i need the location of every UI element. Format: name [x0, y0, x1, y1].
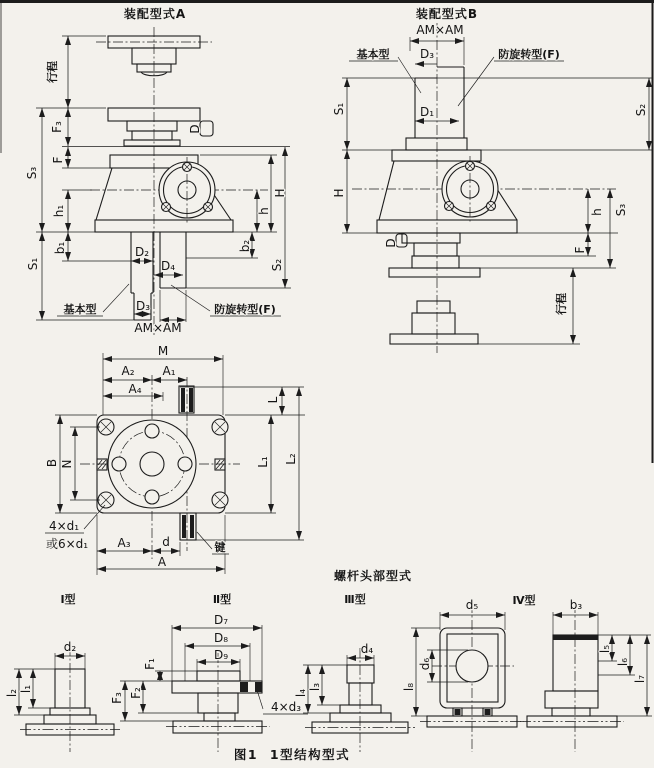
- dim-am-a: AM×AM: [134, 321, 182, 335]
- view-b: [332, 6, 652, 353]
- wheel-flange: [108, 420, 196, 508]
- note-basic-a: 基本型: [63, 303, 97, 316]
- dim-s3-b: S₃: [614, 203, 628, 217]
- type-ii-name: Ⅱ型: [212, 593, 232, 606]
- dim-s1-b: S₁: [332, 102, 346, 116]
- type-i-name: Ⅰ型: [60, 593, 76, 606]
- top-view: [45, 344, 305, 575]
- dim-a4: A₄: [128, 382, 142, 396]
- dim-holes4: 4×d₁: [48, 519, 80, 533]
- dim-l2-i: l₂: [5, 688, 19, 698]
- dim-d1-b: D₁: [419, 105, 435, 119]
- dim-d2-i: d₂: [63, 640, 77, 654]
- figure-caption: [234, 747, 350, 762]
- dim-a: A: [157, 555, 167, 569]
- dim-d8-ii: D₈: [213, 631, 229, 645]
- dim-s3-a: S₃: [25, 166, 39, 180]
- dim-a3: A₃: [117, 536, 131, 550]
- dim-f-b: F: [573, 246, 587, 254]
- head-types-title: 螺杆头部型式: [333, 569, 413, 583]
- dim-d4-a: D₄: [160, 259, 176, 273]
- dim-b2-a: b₂: [238, 239, 252, 253]
- dim-s1-a: S₁: [26, 257, 40, 271]
- dim-b1-a: b₁: [53, 241, 67, 255]
- dim-n: N: [60, 459, 74, 469]
- dim-f3-a: F₃: [50, 121, 64, 133]
- dim-l2: L₂: [284, 453, 298, 465]
- note-basic-b: 基本型: [356, 48, 390, 61]
- head-type-iv-front: [402, 598, 524, 752]
- note-anti-b: 防旋转型(F): [498, 48, 560, 61]
- dim-l4-iii: l₄: [294, 688, 308, 698]
- head-type-ii: [110, 592, 308, 752]
- worm-shaft-key-top: [179, 386, 194, 413]
- dim-l3-iii: l₃: [308, 682, 322, 692]
- head-type-iv-side: [512, 593, 652, 752]
- dim-d-a: D: [188, 124, 202, 134]
- type-iii-name: Ⅲ型: [344, 593, 366, 606]
- dim-l6-iv: l₆: [616, 657, 630, 667]
- dim-d-b: D: [384, 238, 398, 248]
- dim-h-b: h: [590, 208, 604, 216]
- dim-stroke-a: 行程: [46, 61, 59, 83]
- dim-d4-iii: d₄: [360, 642, 374, 656]
- dim-d-small: d: [162, 535, 170, 549]
- note-anti-a: 防旋转型(F): [214, 303, 276, 316]
- view-a-title: 装配型式A: [123, 7, 187, 21]
- dim-hcap-b: H: [332, 188, 346, 198]
- dim-d6-iv: d₆: [418, 657, 432, 671]
- head-types: [5, 568, 652, 752]
- head-type-iii: [294, 592, 415, 752]
- dim-d3-a: D₃: [135, 299, 151, 313]
- caption-number: 图1: [233, 747, 259, 762]
- dim-l5-iv: l₅: [598, 644, 612, 654]
- view-a-drawing: [62, 27, 290, 335]
- dim-s2-a: S₂: [270, 258, 284, 272]
- dim-d3-b: D₃: [419, 47, 435, 61]
- view-a: [25, 6, 291, 335]
- worm-gear-face-b: [442, 156, 498, 222]
- engineering-drawing: [0, 3, 654, 768]
- dim-am-b: AM×AM: [416, 23, 464, 37]
- dim-h1-a: h₁: [52, 204, 66, 218]
- dim-l8-iv: l₈: [402, 682, 416, 692]
- top-view-drawing: [80, 375, 240, 559]
- dim-hcap-a: H: [273, 188, 287, 198]
- dim-f-a: F: [51, 156, 65, 164]
- worm-gear-face-a: [159, 157, 215, 223]
- dim-d7-ii: D₇: [213, 613, 229, 627]
- dim-b3-iv: b₃: [569, 598, 583, 612]
- dim-d5-iv: d₅: [465, 598, 479, 612]
- dim-m: M: [157, 344, 169, 358]
- dim-f2-ii: F₂: [129, 687, 143, 699]
- dim-d9-ii: D₉: [213, 648, 229, 662]
- dim-f1-ii: F₁: [143, 658, 157, 670]
- dim-holes-ii: 4×d₃: [270, 700, 302, 714]
- dim-holes6: 或6×d₁: [45, 537, 89, 551]
- dim-l1: L₁: [256, 456, 270, 468]
- dim-f3-ii: F₃: [110, 692, 124, 704]
- dim-l1-i: l₁: [19, 684, 33, 694]
- note-key: 键: [214, 541, 226, 554]
- dim-l7-iv: l₇: [633, 674, 647, 684]
- dim-d2-a: D₂: [134, 245, 150, 259]
- dim-l: L: [266, 396, 280, 404]
- dim-a1: A₁: [162, 364, 176, 378]
- worm-shaft-key-bottom: [180, 513, 196, 540]
- view-b-title: 装配型式B: [415, 7, 479, 21]
- caption-title: 1型结构型式: [269, 747, 351, 762]
- type-iv-name: Ⅳ型: [512, 594, 536, 607]
- dim-h-a: h: [257, 207, 271, 215]
- dim-s2-b: S₂: [634, 103, 648, 117]
- head-type-i: [5, 592, 120, 752]
- dim-stroke-b: 行程: [555, 293, 568, 315]
- view-b-drawing: [352, 23, 616, 353]
- dim-b: B: [45, 458, 59, 468]
- dim-a2: A₂: [121, 364, 135, 378]
